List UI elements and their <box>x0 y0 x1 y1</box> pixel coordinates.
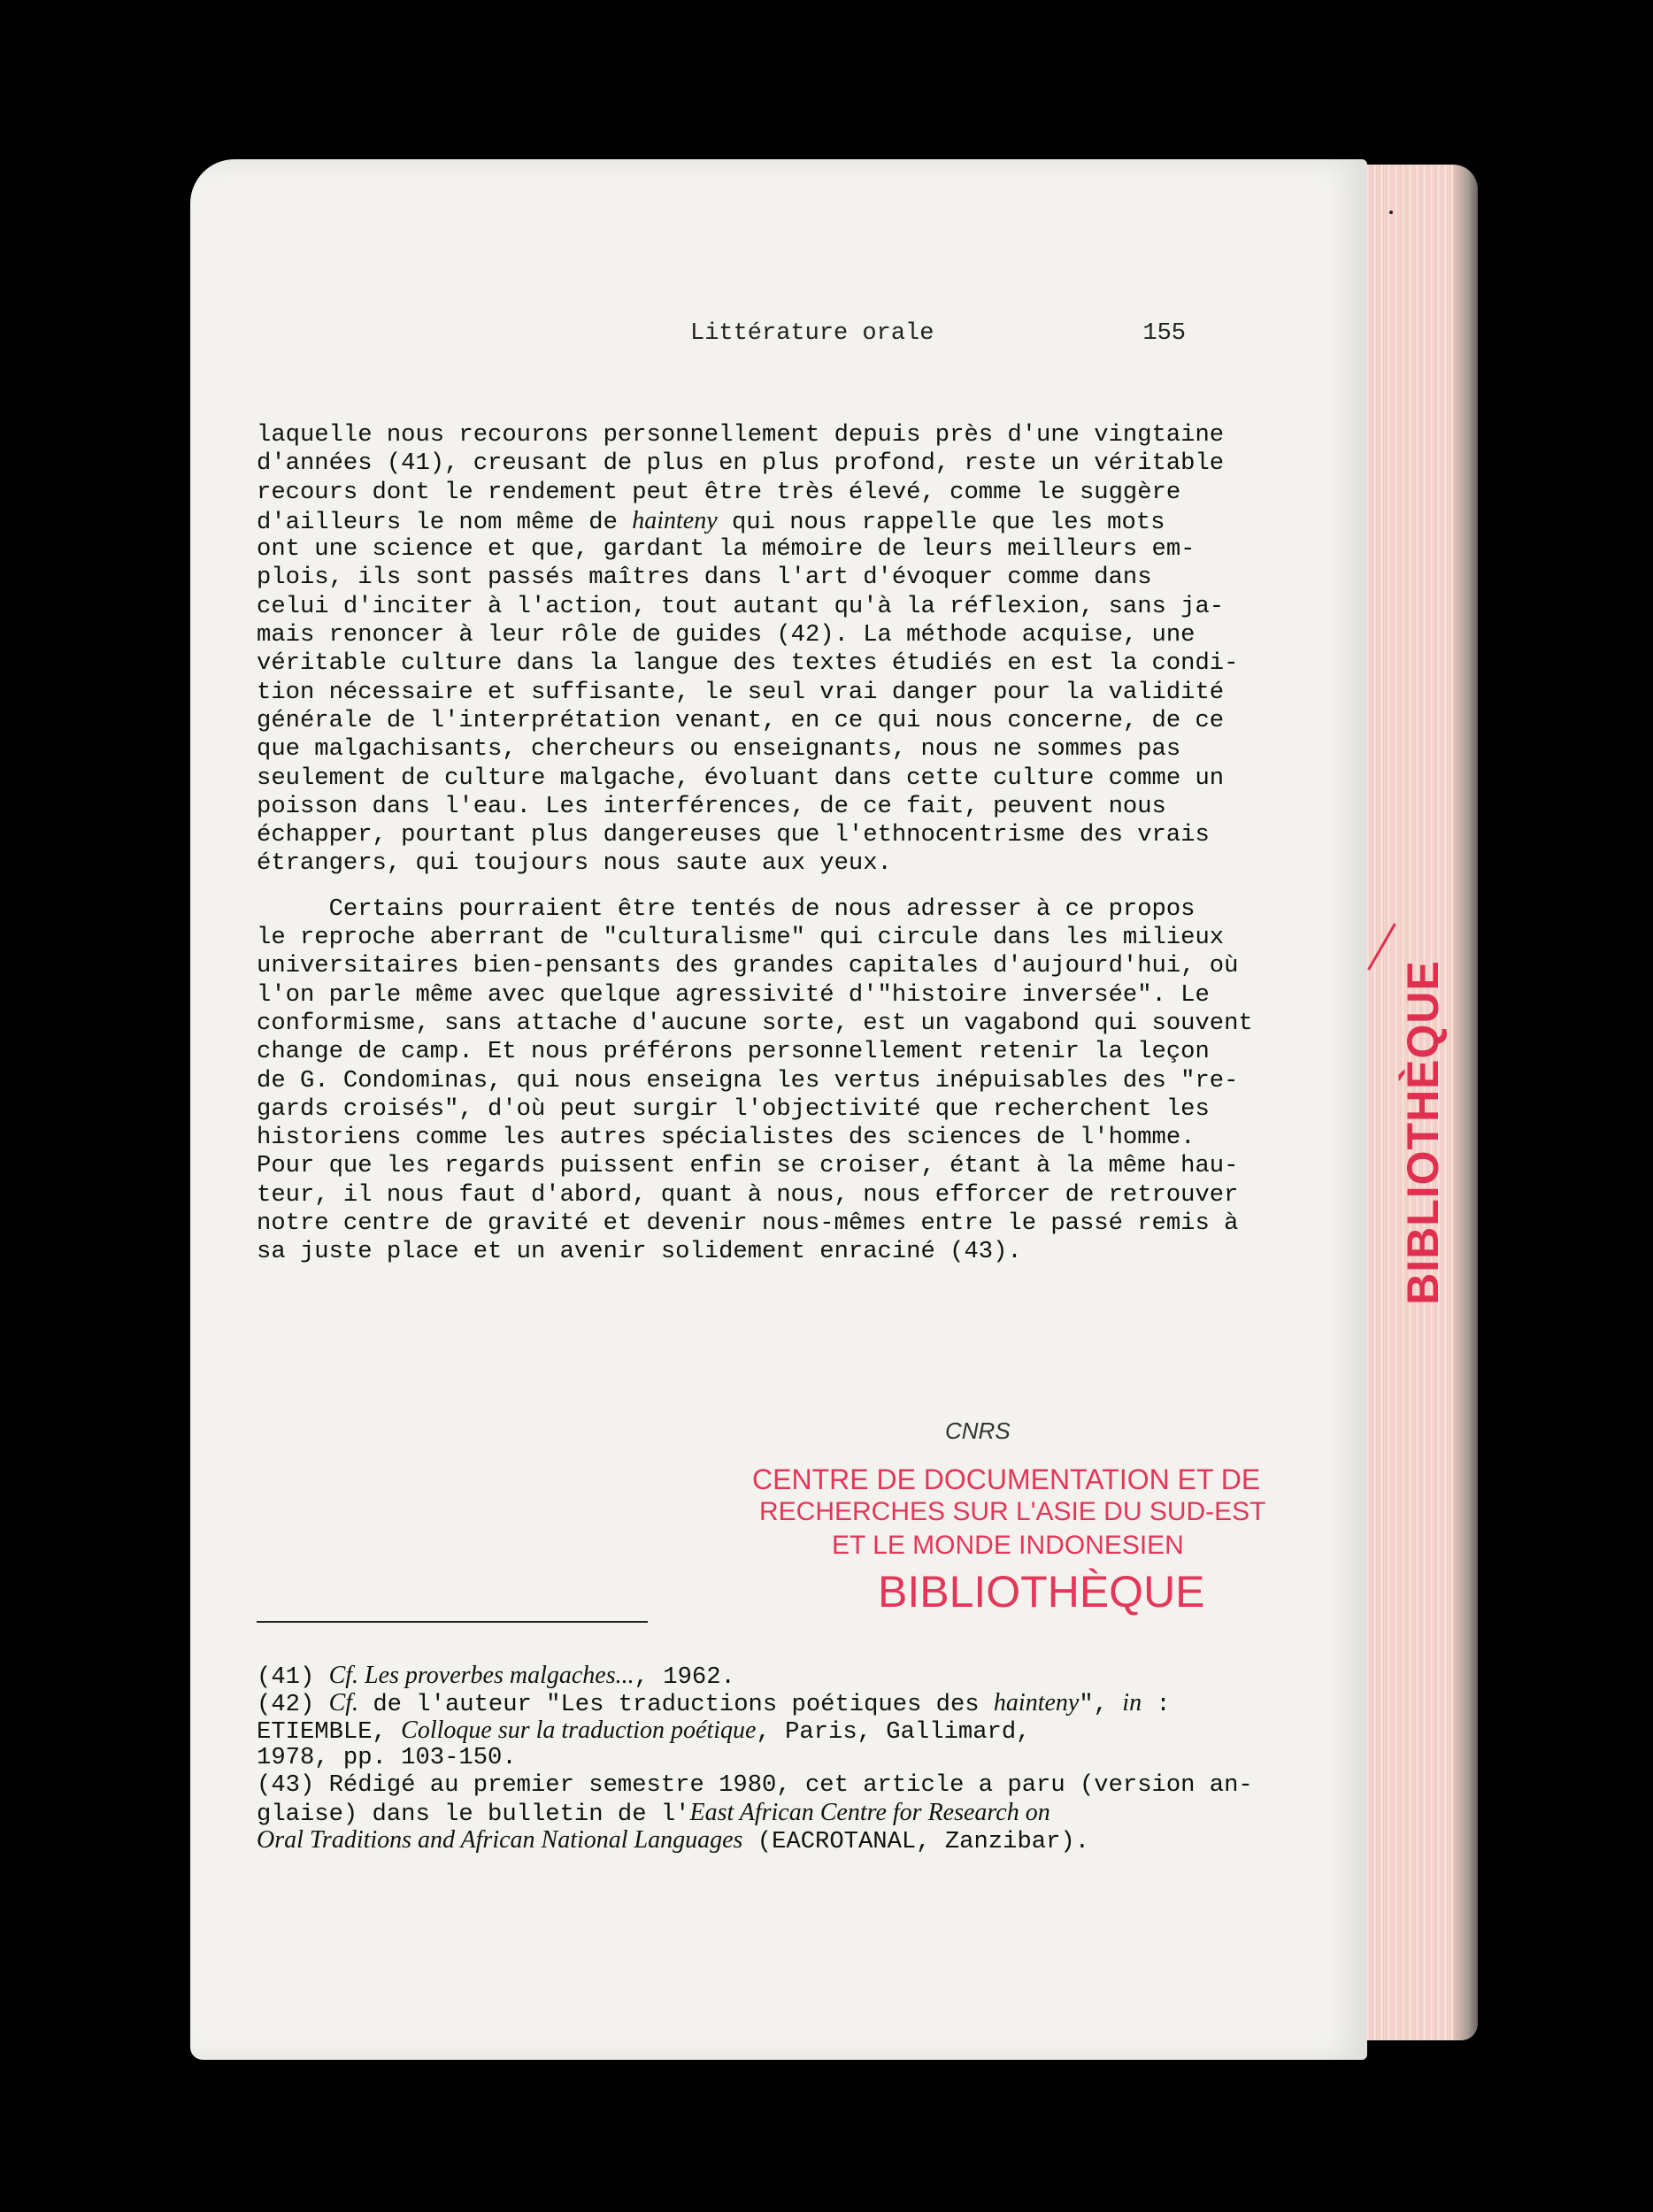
paragraph1-line-8: mais renoncer à leur rôle de guides (42). La méthode acquise, une <box>257 621 1196 649</box>
paragraph1-line-13: seulement de culture malgache, évoluant dans cette culture comme un <box>257 764 1225 792</box>
paragraph2-line-7: de G. Condominas, qui nous enseigna les vertus inépuisables des "re- <box>257 1066 1239 1094</box>
paragraph1-line-1: laquelle nous recourons personnellement depuis près d'une vingtaine <box>257 421 1225 449</box>
paragraph2-line-11: teur, il nous faut d'abord, quant à nous, nous efforcer de retrouver <box>257 1180 1239 1209</box>
paragraph1-line-7: celui d'inciter à l'action, tout autant qu'à la réflexion, sans ja- <box>257 592 1225 620</box>
page-number: 155 <box>1142 320 1186 347</box>
footnotes-line-1: (41) Cf. Les proverbes malgaches..., 1962. <box>257 1662 735 1691</box>
stamp-line-2: RECHERCHES SUR L'ASIE DU SUD-EST <box>759 1497 1266 1526</box>
paragraph2-line-3: universitaires bien-pensants des grandes capitales d'aujourd'hui, où <box>257 952 1239 980</box>
stamp-line-4: BIBLIOTHÈQUE <box>878 1567 1205 1617</box>
paragraph1-line-3: recours dont le rendement peut être très élevé, comme le suggère <box>257 478 1181 506</box>
footnote-rule <box>257 1621 648 1623</box>
footnotes-line-6: glaise) dans le bulletin de l'East African Centre for Research on <box>257 1799 1050 1828</box>
stamp-line-3: ET LE MONDE INDONESIEN <box>832 1531 1184 1560</box>
paragraph1-line-5: ont une science et que, gardant la mémoire de leurs meilleurs em- <box>257 535 1196 564</box>
paragraph2-line-1: Certains pourraient être tentés de nous adresser à ce propos <box>257 895 1196 923</box>
paragraph1-line-12: que malgachisants, chercheurs ou enseignants, nous ne sommes pas <box>257 735 1181 764</box>
paragraph2-line-12: notre centre de gravité et devenir nous-mêmes entre le passé remis à <box>257 1210 1239 1238</box>
edge-stamp-text: BIBLIOTHÈQUE <box>1398 960 1448 1305</box>
paragraph1-line-2: d'années (41), creusant de plus en plus profond, reste un véritable <box>257 449 1225 478</box>
paragraph1-line-9: véritable culture dans la langue des textes étudiés en est la condi- <box>257 649 1239 678</box>
paragraph1-line-14: poisson dans l'eau. Les interférences, de ce fait, peuvent nous <box>257 792 1166 820</box>
stamp-cnrs: CNRS <box>945 1417 1011 1444</box>
paragraph2-line-2: le reproche aberrant de "culturalisme" qui circule dans les milieux <box>257 924 1225 952</box>
ink-speck <box>1389 211 1393 214</box>
running-header <box>690 320 1186 356</box>
body-text <box>257 421 1253 1267</box>
paragraph-gap <box>257 879 1230 895</box>
paragraph2-line-9: historiens comme les autres spécialistes des sciences de l'homme. <box>257 1124 1196 1152</box>
paragraph-1 <box>257 421 1239 879</box>
paragraph-2 <box>257 895 1253 1267</box>
paragraph1-line-4: d'ailleurs le nom même de hainteny qui nous rappelle que les mots <box>257 506 1165 536</box>
paragraph2-line-6: change de camp. Et nous préférons personnellement retenir la leçon <box>257 1038 1210 1066</box>
paragraph2-line-13: sa juste place et un avenir solidement enraciné (43). <box>257 1238 1022 1266</box>
paragraph2-line-4: l'on parle même avec quelque agressivité d'"histoire inversée". Le <box>257 980 1210 1009</box>
paragraph1-line-16: étrangers, qui toujours nous saute aux yeux. <box>257 849 892 878</box>
paragraph1-line-15: échapper, pourtant plus dangereuses que l'ethnocentrisme des vrais <box>257 821 1210 849</box>
edge-stamp <box>1396 947 1449 1318</box>
paragraph1-line-6: plois, ils sont passés maîtres dans l'art d'évoquer comme dans <box>257 564 1152 592</box>
paragraph2-line-8: gards croisés", d'où peut surgir l'objectivité que recherchent les <box>257 1094 1210 1123</box>
paragraph2-line-5: conformisme, sans attache d'aucune sorte, est un vagabond qui souvent <box>257 1009 1253 1037</box>
stamp-line-1: CENTRE DE DOCUMENTATION ET DE <box>752 1463 1261 1495</box>
footnotes-line-5: (43) Rédigé au premier semestre 1980, cet article a paru (version an- <box>257 1771 1253 1799</box>
footnotes <box>257 1662 1257 1854</box>
header-title: Littérature orale <box>690 320 934 347</box>
paragraph2-line-10: Pour que les regards puissent enfin se croiser, étant à la même hau- <box>257 1152 1239 1180</box>
footnotes-line-7: Oral Traditions and African National Languages (EACROTANAL, Zanzibar). <box>257 1826 1090 1855</box>
paragraph1-line-11: générale de l'interprétation venant, en ce qui nous concerne, de ce <box>257 706 1225 734</box>
footnotes-line-4: 1978, pp. 103-150. <box>257 1744 517 1771</box>
footnotes-line-2: (42) Cf. de l'auteur "Les traductions poétiques des hainteny", in : <box>257 1689 1171 1718</box>
footnotes-line-3: ETIEMBLE, Colloque sur la traduction poétique, Paris, Gallimard, <box>257 1717 1031 1746</box>
library-stamp <box>752 1417 1301 1621</box>
paragraph1-line-10: tion nécessaire et suffisante, le seul vrai danger pour la validité <box>257 678 1225 706</box>
